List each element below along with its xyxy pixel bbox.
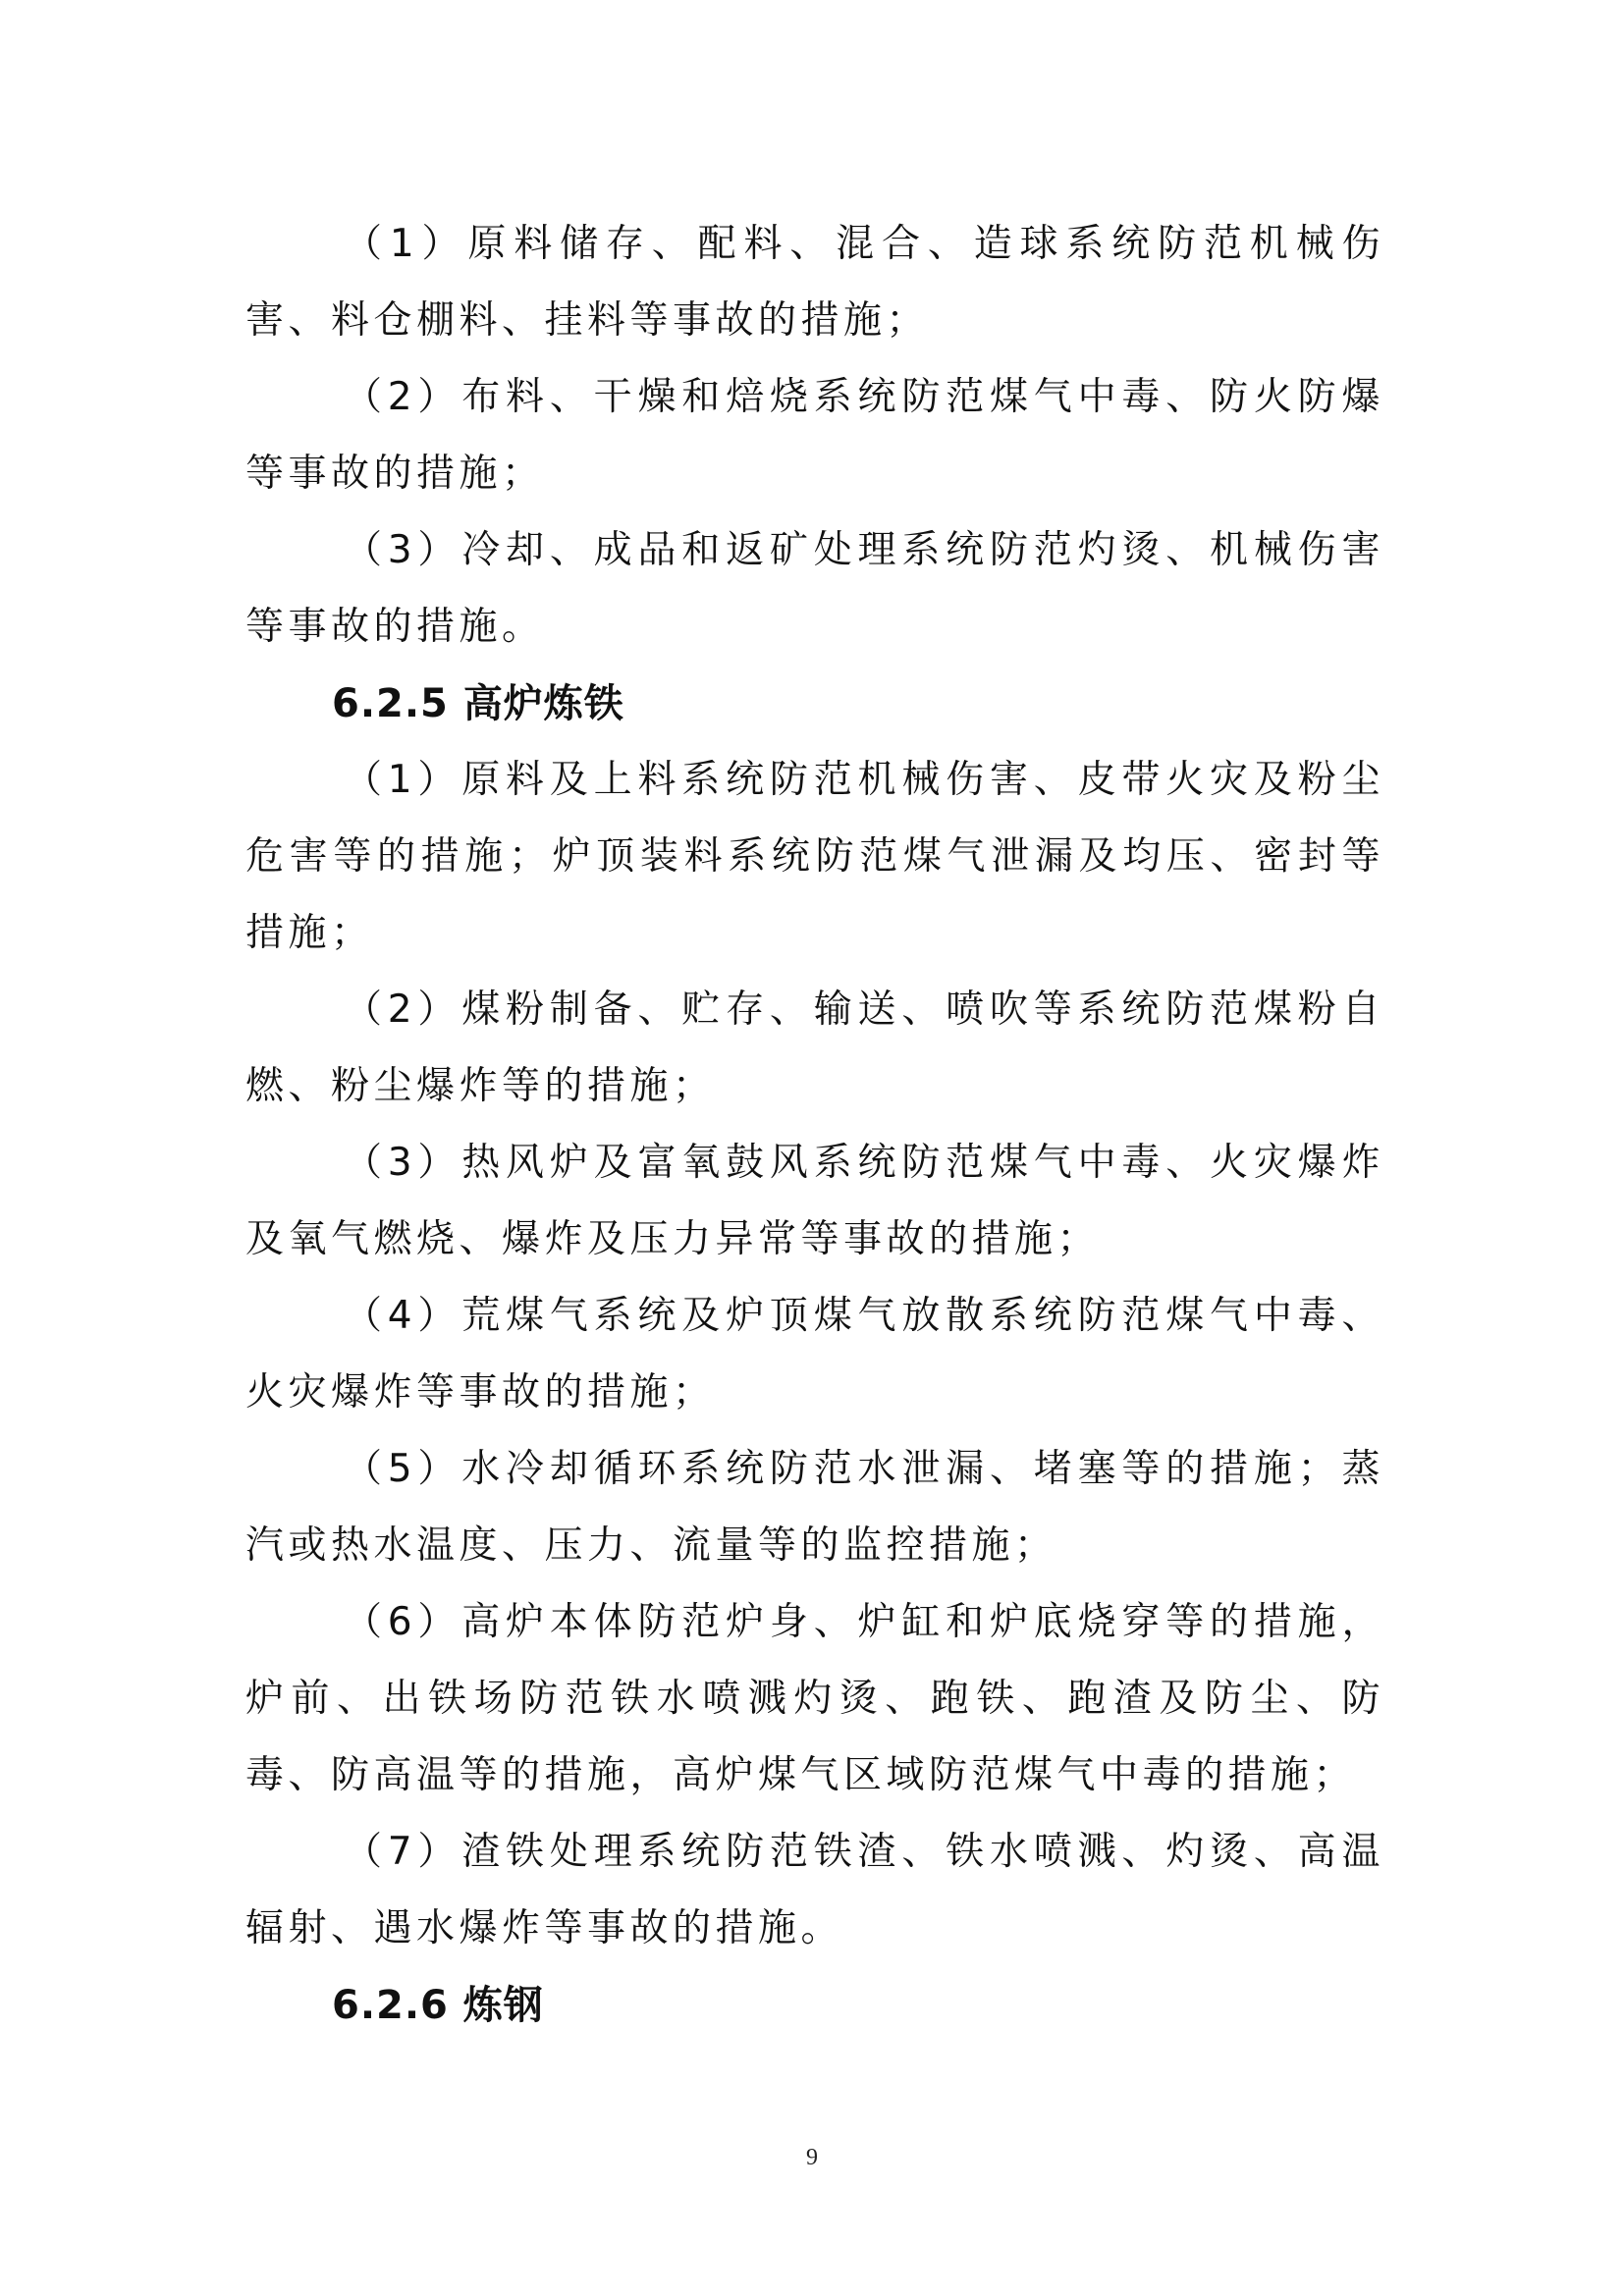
paragraph-item-1: （1）原料储存、配料、混合、造球系统防范机械伤害、料仓棚料、挂料等事故的措施；: [245, 222, 1384, 343]
blast-furnace-item-2: （2）煤粉制备、贮存、输送、喷吹等系统防范煤粉自燃、粉尘爆炸等的措施；: [245, 988, 1384, 1108]
page-body: [245, 206, 1384, 2044]
blast-furnace-item-3: （3）热风炉及富氧鼓风系统防范煤气中毒、火灾爆炸及氧气燃烧、爆炸及压力异常等事故的措施；: [245, 1141, 1384, 1261]
blast-furnace-item-6: （6）高炉本体防范炉身、炉缸和炉底烧穿等的措施，炉前、出铁场防范铁水喷溅灼烫、跑铁、跑渣及防尘、防毒、防高温等的措施，高炉煤气区域防范煤气中毒的措施；: [245, 1600, 1384, 1797]
section-heading-6-2-5: 6.2.5 高炉炼铁: [332, 681, 624, 726]
blast-furnace-item-7: （7）渣铁处理系统防范铁渣、铁水喷溅、灼烫、高温辐射、遇水爆炸等事故的措施。: [245, 1830, 1384, 1950]
paragraph-item-2: （2）布料、干燥和焙烧系统防范煤气中毒、防火防爆等事故的措施；: [245, 375, 1384, 496]
section-heading-6-2-6: 6.2.6 炼钢: [332, 1983, 544, 2028]
blast-furnace-item-1: （1）原料及上料系统防范机械伤害、皮带火灾及粉尘危害等的措施；炉顶装料系统防范煤气泄漏及均压、密封等措施；: [245, 758, 1384, 955]
blast-furnace-item-5: （5）水冷却循环系统防范水泄漏、堵塞等的措施；蒸汽或热水温度、压力、流量等的监控措施；: [245, 1447, 1384, 1568]
page-number: 9: [806, 2145, 818, 2170]
paragraph-item-3: （3）冷却、成品和返矿处理系统防范灼烫、机械伤害等事故的措施。: [245, 528, 1384, 649]
blast-furnace-item-4: （4）荒煤气系统及炉顶煤气放散系统防范煤气中毒、火灾爆炸等事故的措施；: [245, 1294, 1384, 1415]
